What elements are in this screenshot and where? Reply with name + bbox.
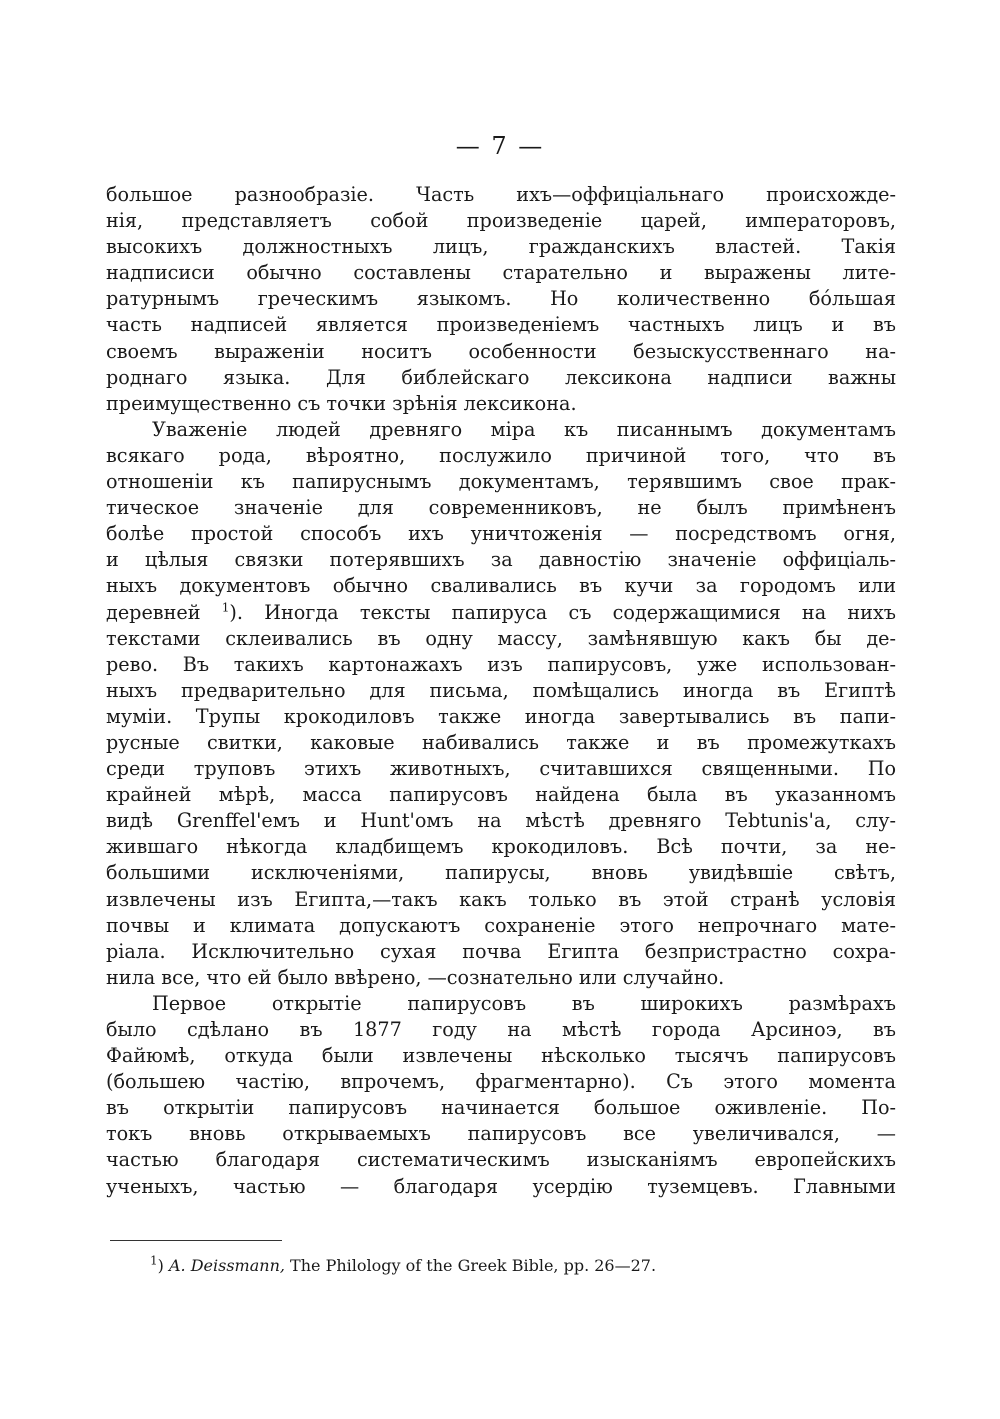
text-fragment: ). Иногда тексты папируса съ содержащимися на нихъ: [229, 600, 896, 624]
text-line: жившаго нѣкогда кладбищемъ крокодиловъ. Всѣ почти, за не-: [106, 835, 896, 859]
text-line: Файюмѣ, откуда были извлечены нѣсколько тысячъ папирусовъ: [106, 1044, 896, 1068]
text-line: высокихъ должностныхъ лицъ, гражданскихъ властей. Такія: [106, 235, 896, 259]
text-line: среди труповъ этихъ животныхъ, считавшихся священными. По: [106, 757, 896, 781]
text-line: большими исключеніями, папирусы, вновь увидѣвшіе свѣтъ,: [106, 861, 896, 885]
text-line: ратурнымъ греческимъ языкомъ. Но количественно бóльшая: [106, 287, 896, 311]
text-line: токъ вновь открываемыхъ папирусовъ все увеличивался, —: [106, 1122, 896, 1146]
text-line: роднаго языка. Для библейскаго лексикона надписи важны: [106, 365, 896, 389]
text-line: всякаго рода, вѣроятно, послужило причиной того, что въ: [106, 443, 896, 467]
text-line: большое разнообразіе. Часть ихъ—оффиціальнаго происхожде-: [106, 183, 896, 206]
text-fragment: деревней: [106, 600, 201, 624]
text-line: видѣ Grenffel'емъ и Hunt'омъ на мѣстѣ древняго Tebtunis'а, слу-: [106, 809, 896, 833]
text-line: рево. Въ такихъ картонажахъ изъ папирусовъ, уже использован-: [106, 652, 896, 676]
main-text: [106, 182, 896, 1200]
text-line: было сдѣлано въ 1877 году на мѣстѣ города Арсиноэ, въ: [106, 1018, 896, 1041]
text-line: почвы и климата допускаютъ сохраненіе этого непрочнаго мате-: [106, 913, 896, 937]
text-line: въ открытіи папирусовъ начинается большое оживленіе. По-: [106, 1096, 896, 1120]
text-line: ныхъ предварительно для письма, помѣщались иногда въ Египтѣ: [106, 678, 896, 702]
text-line: ныхъ документовъ обычно сваливались въ кучи за городомъ или: [106, 574, 896, 598]
text-line: тическое значеніе для современниковъ, не былъ примѣненъ: [106, 496, 896, 520]
text-line: отношеніи къ папируснымъ документамъ, терявшимъ свое прак-: [106, 470, 896, 494]
text-line: ученыхъ, частью — благодаря усердію туземцевъ. Главными: [106, 1174, 896, 1198]
footnote-divider: [110, 1240, 282, 1241]
text-line: русные свитки, каковые набивались также и въ промежуткахъ: [106, 730, 896, 754]
text-line: надписиси обычно составлены старательно и выражены лите-: [106, 261, 896, 285]
text-line: своемъ выраженіи носитъ особенности безыскусственнаго на-: [106, 339, 896, 363]
footnote: [150, 1253, 657, 1276]
text-line: (большею частію, впрочемъ, фрагментарно). Съ этого момента: [106, 1070, 896, 1094]
footnote-marker: 1: [150, 1253, 158, 1268]
footnote-reference[interactable]: 1: [221, 600, 230, 615]
text-line: Уваженіе людей древняго міра къ писаннымъ документамъ: [152, 417, 896, 441]
text-line: болѣе простой способъ ихъ уничтоженія — посредствомъ огня,: [106, 522, 896, 546]
text-line: крайней мѣрѣ, масса папирусовъ найдена была въ указанномъ: [106, 783, 896, 807]
text-line: нія, представляетъ собой произведеніе царей, императоровъ,: [106, 209, 896, 233]
text-line: Первое открытіе папирусовъ въ широкихъ размѣрахъ: [152, 991, 896, 1015]
text-line: и цѣлыя связки потерявшихъ за давностію значеніе оффиціаль-: [106, 548, 896, 572]
footnote-author: A. Deissmann,: [168, 1256, 285, 1275]
text-line: часть надписей является произведеніемъ частныхъ лицъ и въ: [106, 313, 896, 337]
text-line: текстами склеивались въ одну массу, замѣнявшую какъ бы де-: [106, 626, 896, 650]
text-line: [106, 600, 896, 626]
footnote-text: The Philology of the Greek Bible, pp. 26—27.: [290, 1256, 657, 1275]
text-line: извлечены изъ Египта,—такъ какъ только въ этой странѣ условія: [106, 887, 896, 911]
footnote-marker-close: ): [157, 1256, 164, 1275]
text-line: преимущественно съ точки зрѣнія лексикона.: [106, 391, 577, 415]
text-line: нила все, что ей было ввѣрено, —сознательно или случайно.: [106, 965, 725, 989]
page-number: — 7 —: [455, 132, 545, 160]
text-line: ріала. Исключительно сухая почва Египта безпристрастно сохра-: [106, 939, 896, 963]
text-line: частью благодаря систематическимъ изысканіямъ европейскихъ: [106, 1148, 896, 1172]
text-line: муміи. Трупы крокодиловъ также иногда завертывались въ папи-: [106, 704, 896, 728]
